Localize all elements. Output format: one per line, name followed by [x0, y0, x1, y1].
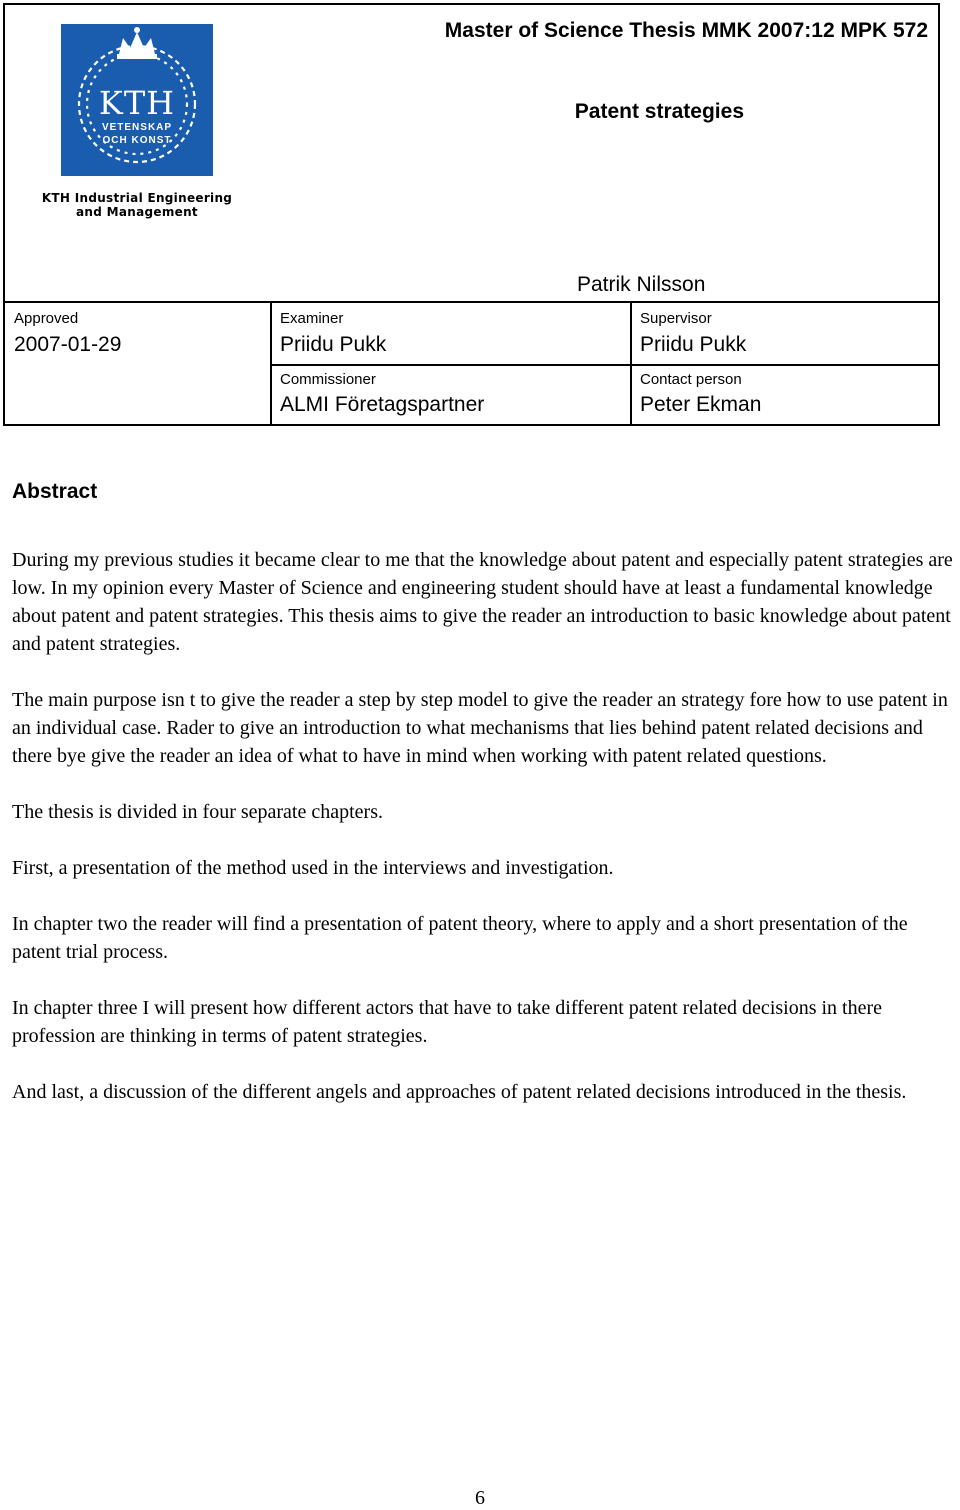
crown-icon — [117, 27, 157, 59]
kth-logo — [61, 24, 213, 176]
contact-person-label: Contact person — [640, 371, 742, 388]
page-number: 6 — [475, 1487, 485, 1509]
abstract-paragraph: The thesis is divided in four separate chapters. — [12, 801, 383, 823]
abstract-paragraph: In chapter three I will present how different actors that have to take different patent related decisions in there profession are thinking in terms of patent strategies. — [12, 997, 883, 1047]
contact-person-name: Peter Ekman — [640, 393, 762, 416]
table-divider — [270, 302, 272, 424]
abstract-paragraph: First, a presentation of the method used in the interviews and investigation. — [12, 857, 614, 879]
logo-motto-line1: VETENSKAP — [101, 122, 173, 133]
commissioner-name: ALMI Företagspartner — [280, 393, 485, 416]
thesis-title: Patent strategies — [574, 100, 744, 123]
author-name: Patrik Nilsson — [577, 273, 706, 296]
abstract-paragraph: During my previous studies it became clear to me that the knowledge about patent and especially patent strategies are low. In my opinion every Master of Science and engineering student should have at least a fundamental knowledge about patent and patent strategies. This thesis aims to give the reader an introduction to basic knowledge about patent and patent strategies. — [12, 549, 953, 655]
abstract-paragraph: And last, a discussion of the different angels and approaches of patent related decisions introduced in the thesis. — [12, 1081, 907, 1103]
logo-kth-text: KTH — [98, 84, 176, 122]
supervisor-label: Supervisor — [640, 310, 712, 327]
school-name-line1: KTH Industrial Engineering — [41, 191, 233, 205]
examiner-label: Examiner — [280, 310, 344, 327]
supervisor-name: Priidu Pukk — [640, 333, 747, 356]
logo-motto-line2: OCH KONST — [102, 135, 172, 146]
abstract-body — [12, 546, 957, 1134]
approved-label: Approved — [14, 310, 79, 327]
approval-table — [3, 302, 940, 426]
table-divider — [630, 302, 632, 424]
abstract-heading: Abstract — [12, 480, 98, 503]
table-row-divider — [270, 364, 938, 366]
abstract-paragraph: The main purpose isn t to give the reader a step by step model to give the reader an strategy fore how to use patent in an individual case. Rader to give an introduction to what mechanisms that lies behind patent related decisions and there bye give the reader an idea of what to have in mind when working with patent related questions. — [12, 689, 948, 767]
school-name-line2: and Management — [76, 205, 198, 219]
commissioner-label: Commissioner — [280, 371, 376, 388]
abstract-paragraph: In chapter two the reader will find a presentation of patent theory, where to apply and a short presentation of the patent trial process. — [12, 913, 908, 963]
approved-date: 2007-01-29 — [14, 333, 122, 356]
thesis-number: Master of Science Thesis MMK 2007:12 MPK 572 — [444, 19, 928, 42]
examiner-name: Priidu Pukk — [280, 333, 387, 356]
